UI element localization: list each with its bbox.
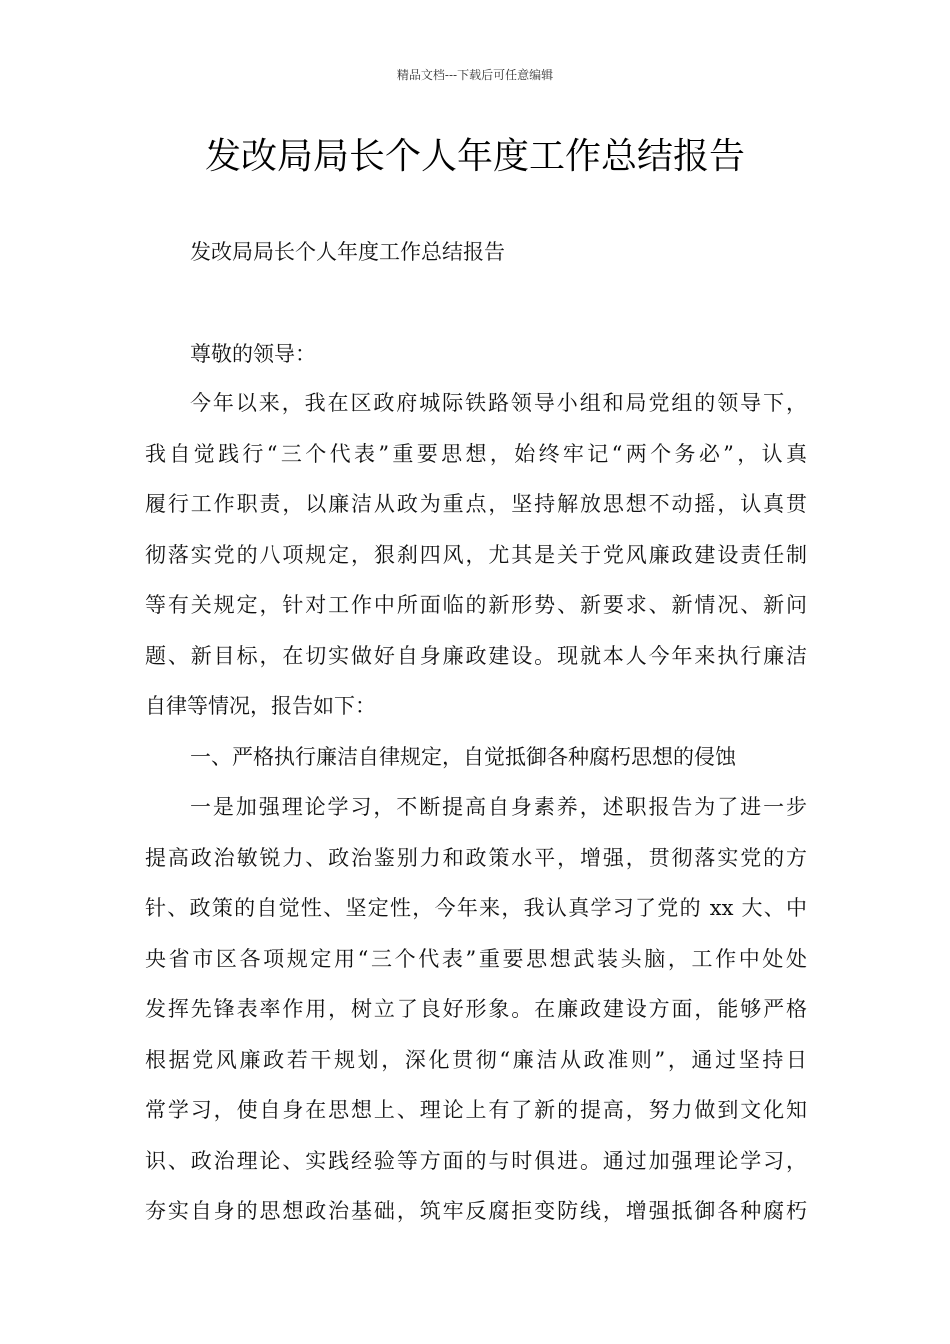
paragraph-line: 夯实自身的思想政治基础，筑牢反腐拒变防线，增强抵御各种腐朽: [145, 1199, 807, 1223]
paragraph-line: 常学习，使自身在思想上、理论上有了新的提高，努力做到文化知: [145, 1098, 807, 1122]
paragraph-line: 题、新目标，在切实做好自身廉政建设。现就本人今年来执行廉洁: [145, 643, 807, 668]
paragraph-line: 今年以来，我在区政府城际铁路领导小组和局党组的领导下，: [190, 391, 807, 415]
paragraph-line: 等有关规定，针对工作中所面临的新形势、新要求、新情况、新问: [145, 593, 807, 617]
paragraph-line: 发挥先锋表率作用，树立了良好形象。在廉政建设方面，能够严格: [145, 997, 807, 1021]
body-text: [145, 378, 807, 1237]
salutation: 尊敬的领导：: [190, 342, 316, 366]
paragraph-line: 提高政治敏锐力、政治鉴别力和政策水平，增强，贯彻落实党的方: [145, 845, 807, 870]
paragraph-line: 一是加强理论学习，不断提高自身素养，述职报告为了进一步: [190, 795, 807, 819]
paragraph-line: 针、政策的自觉性、坚定性，今年来，我认真学习了党的 xx 大、中: [145, 896, 807, 920]
paragraph-line: 履行工作职责，以廉洁从政为重点，坚持解放思想不动摇，认真贯: [145, 492, 807, 516]
paragraph-line: 识、政治理论、实践经验等方面的与时俱进。通过加强理论学习，: [145, 1148, 807, 1173]
paragraph-line: 央省市区各项规定用“三个代表”重要思想武装头脑，工作中处处: [145, 946, 807, 971]
paragraph-line: 自律等情况，报告如下：: [145, 694, 376, 718]
paragraph-line: 我自觉践行“三个代表”重要思想，始终牢记“两个务必”，认真: [145, 441, 807, 466]
document-title: 发改局局长个人年度工作总结报告: [204, 136, 745, 177]
section-heading: 一、严格执行廉洁自律规定，自觉抵御各种腐朽思想的侵蚀: [190, 744, 736, 769]
document-subtitle: 发改局局长个人年度工作总结报告: [190, 240, 505, 264]
paragraph-line: 根据党风廉政若干规划，深化贯彻“廉洁从政准则”，通过坚持日: [145, 1047, 807, 1072]
paragraph-line: 彻落实党的八项规定，狠刹四风，尤其是关于党风廉政建设责任制: [145, 542, 807, 567]
header-note: 精品文档---下载后可任意编辑: [396, 68, 554, 82]
